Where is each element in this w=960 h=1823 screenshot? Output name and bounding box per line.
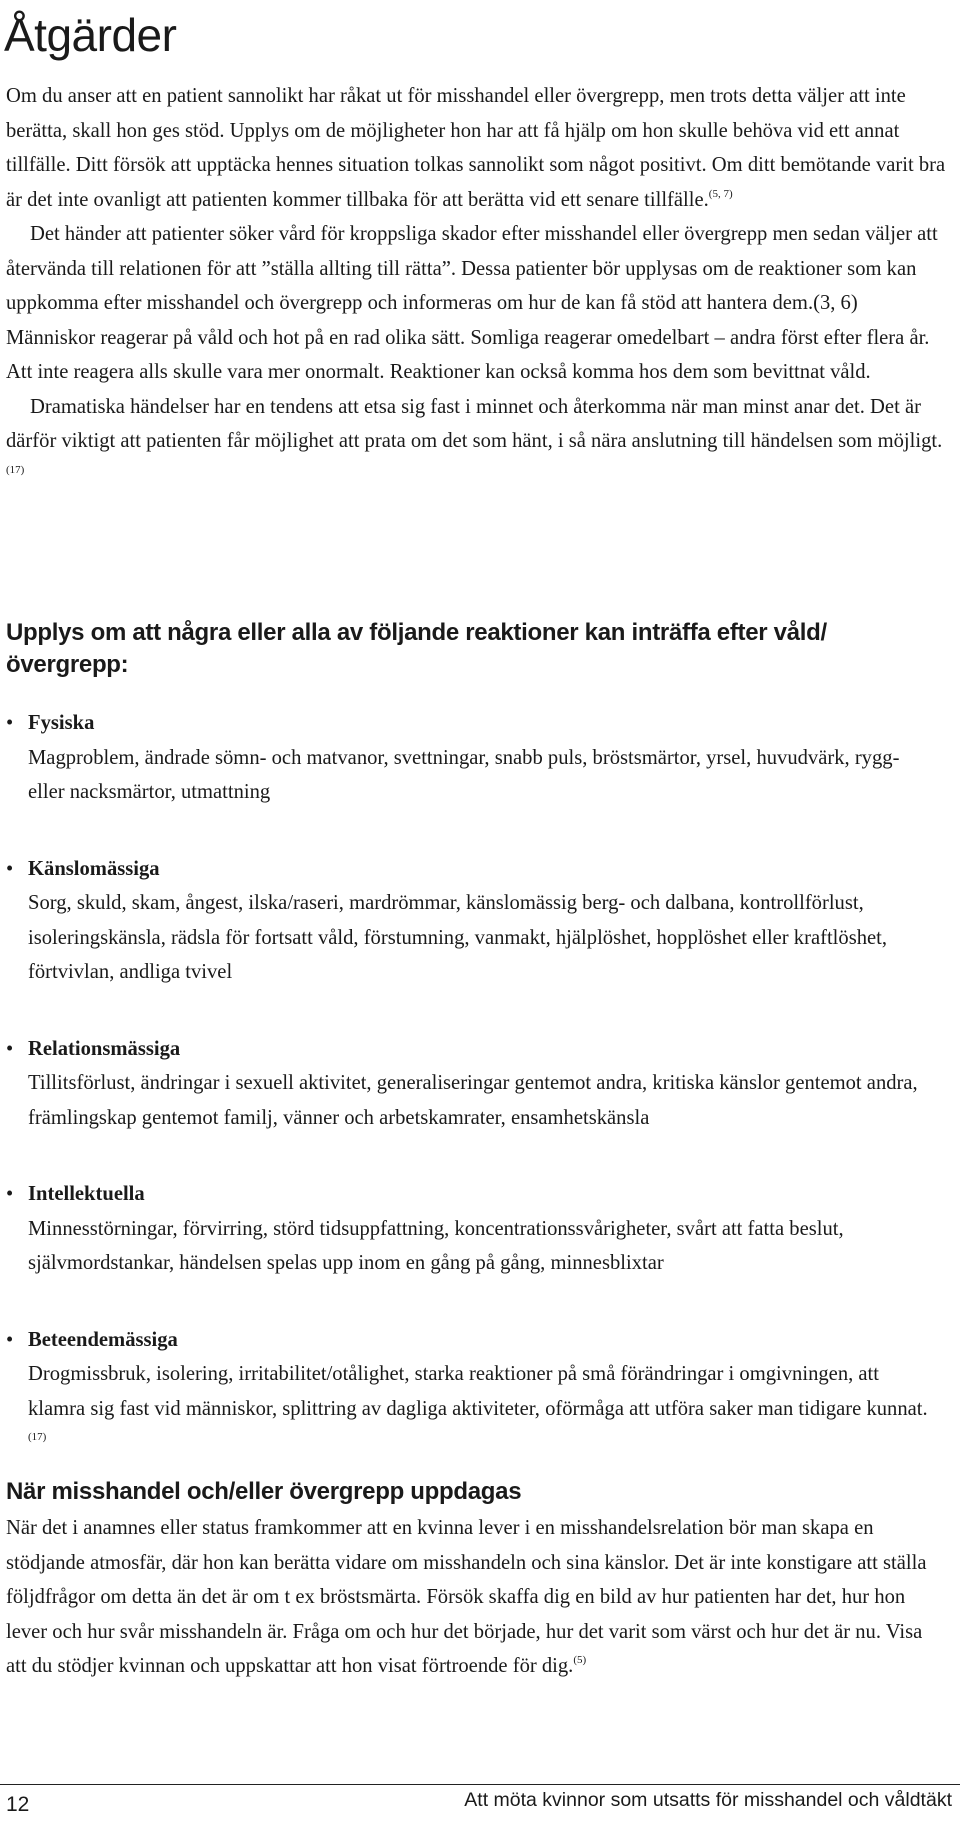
page-title: Åtgärder (4, 9, 177, 61)
footer-divider (0, 1784, 960, 1785)
reference: (5, 7) (708, 187, 733, 200)
list-item-category: Relationsmässiga (28, 1037, 181, 1060)
intro-paragraph-3-text: Dramatiska händelser har en tendens att etsa sig fast i minnet och återkomma när man minst anar det. Det är därför viktigt att patienten får möjlighet att prata om det som hänt, i så nära anslutning till händelsen som möjligt. (6, 395, 943, 452)
reactions-list (6, 706, 941, 1503)
reference: (17) (6, 463, 25, 476)
list-item (6, 1323, 941, 1461)
section-heading-discovered: När misshandel och/eller övergrepp uppdagas (6, 1478, 522, 1505)
bullet: • (6, 712, 14, 734)
list-item-description: Tillitsförlust, ändringar i sexuell aktivitet, generaliseringar gentemot andra, kritiska känslor gentemot andra, främlingskap gentemot familj, vänner och arbetskamrater, ensamhetskänsla (28, 1072, 918, 1129)
list-item-description: Magproblem, ändrade sömn- och matvanor, svettningar, snabb puls, bröstsmärtor, yrsel, huvudvärk, rygg- eller nacksmärtor, utmattning (28, 746, 900, 803)
bullet: • (6, 857, 14, 880)
intro-paragraph-1-text: Om du anser att en patient sannolikt har råkat ut för misshandel eller övergrepp, men trots detta väljer att inte berätta, skall hon ges stöd. Upplys om de möjligheter hon har att få hjälp om hon skulle behöva vid ett annat tillfälle. Ditt försök att upptäcka hennes situation tolkas sannolikt som något positivt. Om ditt bemötande varit bra är det inte ovanligt att patienten kommer tillbaka för att berätta vid ett senare tillfälle. (6, 85, 946, 211)
list-item-description: Minnesstörningar, förvirring, störd tidsuppfattning, koncentrationssvårigheter, svårt att fatta beslut, självmordstankar, händelsen spelas upp inom en gång på gång, minnesblixtar (28, 1217, 844, 1274)
discovered-paragraph-text: När det i anamnes eller status framkommer att en kvinna lever i en misshandelsrelation bör man skapa en stödjande atmosfär, där hon kan berätta vidare om misshandeln och sina känslor. Det är inte konstigare att ställa följdfrågor om detta än det är om t ex bröstsmärta. Försök skaffa dig en bild av hur patienten har det, hur hon lever och hur svår misshandeln är. Fråga om och hur det började, hur det varit som värst och hur det är nu. Visa att du stödjer kvinnan och uppskattar att hon visat förtroende för dig. (6, 1517, 927, 1677)
running-footer-title: Att möta kvinnor som utsatts för misshandel och våldtäkt (464, 1789, 952, 1811)
list-item-category: Beteendemässiga (28, 1328, 178, 1351)
list-item (6, 1032, 941, 1136)
discovered-paragraph (6, 1511, 941, 1684)
bullet: • (6, 1183, 14, 1205)
list-item-category: Känslomässiga (28, 857, 160, 880)
intro-paragraph-2: Det händer att patienter söker vård för kroppsliga skador efter misshandel eller övergrepp men sedan väljer att återvända till relationen för att ”ställa allting till rätta”. Dessa patienter bör upplysas om de reaktioner som kan uppkomma efter misshandel och övergrepp och informeras om hur de kan få stöd att hantera dem.(3, 6) Människor reagerar på våld och hot på en rad olika sätt. Somliga reagerar omedelbart – andra först efter flera år. Att inte reagera alls skulle vara mer onormalt. Reaktioner kan också komma hos dem som bevittnat våld. (6, 223, 938, 383)
list-item (6, 1177, 941, 1281)
section-heading-reactions: Upplys om att några eller alla av följande reaktioner kan inträffa efter våld/övergrepp: (6, 619, 827, 678)
bullet: • (6, 1328, 14, 1351)
bullet: • (6, 1037, 14, 1060)
list-item-category: Fysiska (28, 712, 95, 734)
list-item-description-text: Drogmissbruk, isolering, irritabilitet/otålighet, starka reaktioner på små förändringar i omgivningen, att klamra sig fast vid människor, splittring av dagliga aktiviteter, oförmåga att utföra saker man tidigare kunnat. (28, 1363, 928, 1420)
list-item (6, 852, 941, 990)
page-number: 12 (6, 1793, 30, 1816)
list-item-category: Intellektuella (28, 1183, 145, 1205)
list-item-description: Sorg, skuld, skam, ångest, ilska/raseri, mardrömmar, känslomässig berg- och dalbana, kontrollförlust, isoleringskänsla, rädsla för fortsatt våld, förstumning, vanmakt, hjälplöshet, hopplöshet eller kraftlöshet, förtvivlan, andliga tvivel (28, 892, 888, 983)
list-item (6, 706, 941, 810)
list-item-description (28, 1357, 941, 1461)
intro-text (6, 79, 946, 493)
intro-paragraph-3 (6, 390, 946, 494)
reference: (5) (573, 1654, 587, 1666)
intro-paragraph-1 (6, 79, 946, 217)
reference: (17) (28, 1431, 47, 1443)
